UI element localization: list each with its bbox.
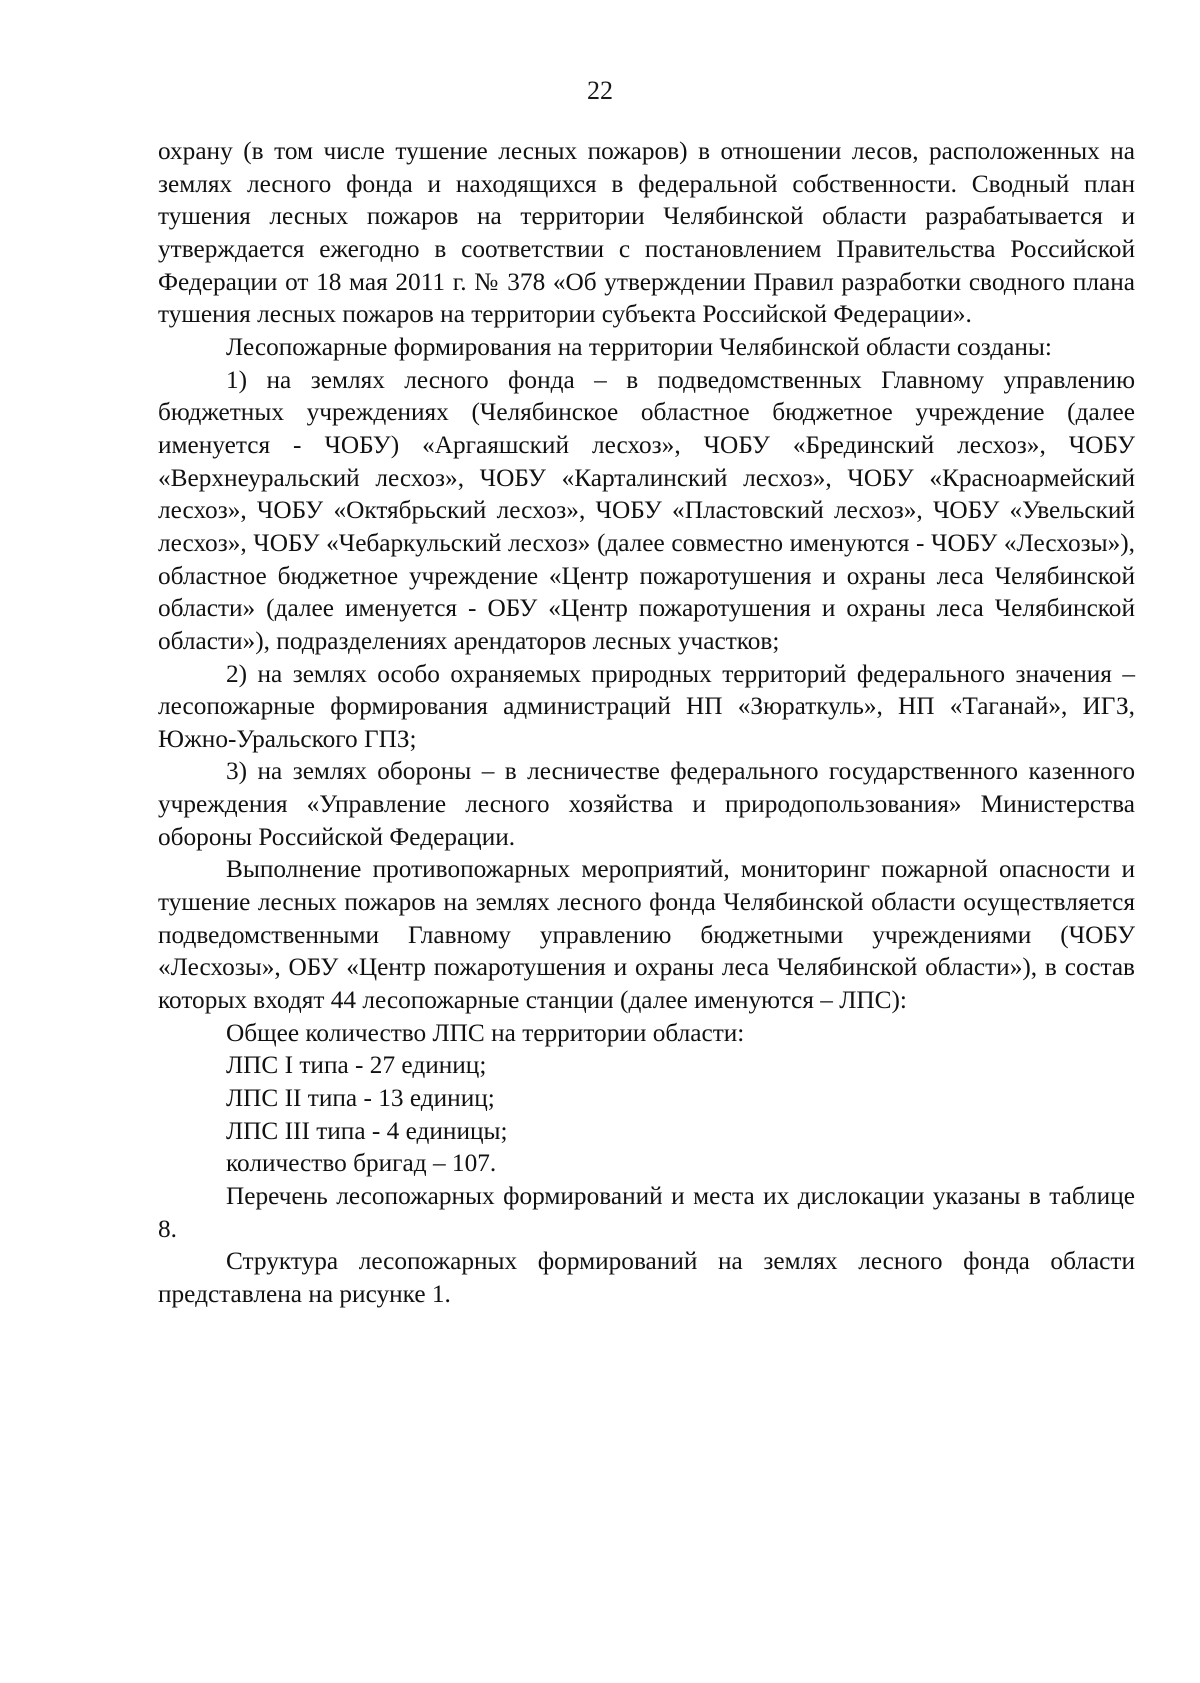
station-list-total: Общее количество ЛПС на территории области: [226,1018,745,1047]
paragraph-item-2: 2) на землях особо охраняемых природных территорий федерального значения – лесопожарные формирования администраций НП «Зюраткуль», НП «Таганай», ИГЗ, Южно-Уральского ГПЗ; [158,659,1135,753]
paragraph-continuation: охрану (в том числе тушение лесных пожаров) в отношении лесов, расположенных на землях лесного фонда и находящихся в федеральной собственности. Сводный план тушения лесных пожаров на территории Челябинской области разрабатывается и утверждается ежегодно в соответствии с постановлением Правительства Российской Федерации от 18 мая 2011 г. № 378 «Об утверждении Правил разработки сводного плана тушения лесных пожаров на территории субъекта Российской Федерации». [158,137,1135,329]
document-body [158,135,1135,1311]
paragraph-formations-intro: Лесопожарные формирования на территории Челябинской области созданы: [226,332,1052,361]
page-number: 22 [587,76,613,105]
station-list-brigades: количество бригад – 107. [226,1149,497,1178]
paragraph-figure-reference: Структура лесопожарных формирований на землях лесного фонда области представлена на рисунке 1. [158,1247,1135,1308]
paragraph-fire-measures: Выполнение противопожарных мероприятий, мониторинг пожарной опасности и тушение лесных пожаров на землях лесного фонда Челябинской области осуществляется подведомственными Главному управлению бюджетными учреждениями (ЧОБУ «Лесхозы», ОБУ «Центр пожаротушения и охраны леса Челябинской области»), в состав которых входят 44 лесопожарные станции (далее именуются – ЛПС): [158,855,1135,1015]
station-list-type-2: ЛПС II типа - 13 единиц; [226,1084,495,1113]
station-list-type-3: ЛПС III типа - 4 единицы; [226,1116,508,1145]
paragraph-table-reference: Перечень лесопожарных формирований и места их дислокации указаны в таблице 8. [158,1182,1135,1243]
paragraph-item-3: 3) на землях обороны – в лесничестве федерального государственного казенного учреждения «Управление лесного хозяйства и природопользования» Министерства обороны Российской Федерации. [158,757,1135,851]
paragraph-item-1: 1) на землях лесного фонда – в подведомственных Главному управлению бюджетных учреждениях (Челябинское областное бюджетное учреждение (далее именуется - ЧОБУ) «Аргаяшский лесхоз», ЧОБУ «Брединский лесхоз», ЧОБУ «Верхнеуральский лесхоз», ЧОБУ «Карталинский лесхоз», ЧОБУ «Красноармейский лесхоз», ЧОБУ «Октябрьский лесхоз», ЧОБУ «Пластовский лесхоз», ЧОБУ «Увельский лесхоз», ЧОБУ «Чебаркульский лесхоз» (далее совместно именуются - ЧОБУ «Лесхозы»), областное бюджетное учреждение «Центр пожаротушения и охраны леса Челябинской области» (далее именуется - ОБУ «Центр пожаротушения и охраны леса Челябинской области»), подразделениях арендаторов лесных участков; [158,365,1135,655]
station-list-type-1: ЛПС I типа - 27 единиц; [226,1051,487,1080]
